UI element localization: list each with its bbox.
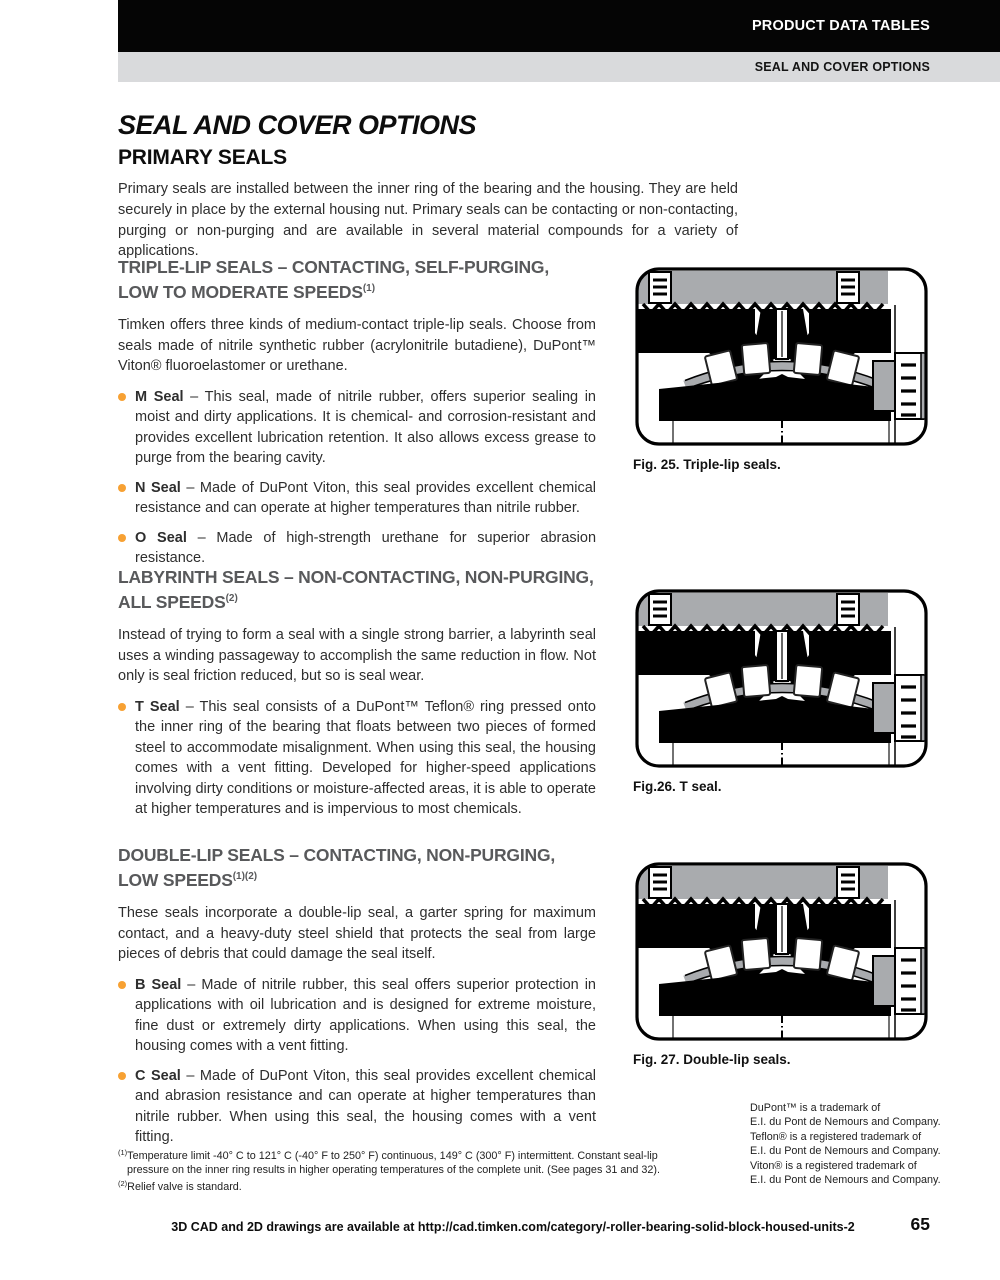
heading-line-2: LOW TO MODERATE SPEEDS [118, 282, 363, 302]
heading-footnote-ref: (2) [225, 593, 238, 604]
seal-description: – Made of DuPont Viton, this seal provides excellent chemical and abrasion resistance and can operate at higher temperatures than nitrile rubber. When using this seal, the housing comes with a vent fitting. [135, 1067, 596, 1145]
page-subtitle: PRIMARY SEALS [118, 146, 287, 169]
seal-term: N Seal [135, 479, 181, 496]
footnote-text: Temperature limit -40° C to 121° C (-40° F to 250° F) continuous, 149° C (300° F) intermittent. Constant seal-lip pressure on the inner ring results in higher operating temperatures of the complete unit. (See pages 31 and 32). [127, 1150, 660, 1177]
footnote-1 [118, 1146, 680, 1177]
section-heading [118, 844, 596, 891]
figure-drawing [633, 265, 930, 448]
bullet-dot-icon [118, 1072, 126, 1080]
seal-term: M Seal [135, 388, 184, 405]
page-number: 65 [910, 1214, 930, 1234]
header-band-title: PRODUCT DATA TABLES [751, 18, 930, 34]
footnote-2 [118, 1177, 680, 1194]
section-body: Timken offers three kinds of medium-contact triple-lip seals. Choose from seals made of nitrile synthetic rubber (acrylonitrile butadiene), DuPont™ Viton® fluoroelastomer or urethane. [118, 317, 596, 374]
bullet-dot-icon [118, 393, 126, 401]
bearing-cross-section-drawing [633, 265, 930, 448]
bullet-dot-icon [118, 534, 126, 542]
section-body: These seals incorporate a double-lip seal, a garter spring for maximum contact, and a heavy-duty steel shield that protects the seal from large pieces of debris that could damage the seal itself. [118, 905, 596, 962]
footnote-text: Relief valve is standard. [127, 1181, 242, 1194]
page-title: SEAL AND COVER OPTIONS [118, 110, 477, 140]
heading-footnote-ref: (1)(2) [232, 871, 258, 882]
seal-description: – Made of DuPont Viton, this seal provides excellent chemical resistance and can operate at higher temperatures than nitrile rubber. [135, 479, 596, 516]
seal-description: – Made of high-strength urethane for superior abrasion resistance. [135, 529, 597, 566]
list-item-o-seal [118, 528, 596, 569]
trademark-line: DuPont™ is a trademark of [750, 1102, 881, 1114]
heading-footnote-ref: (1) [362, 283, 376, 294]
list-item-t-seal [118, 697, 596, 820]
list-item-c-seal [118, 1066, 596, 1148]
footer-cad-note: 3D CAD and 2D drawings are available at http://cad.timken.com/category/-roller-bearing-solid-block-housed-units-2 [171, 1220, 855, 1234]
list-item-n-seal [118, 478, 596, 519]
seal-description: – This seal consists of a DuPont™ Teflon® ring pressed onto the inner ring of the bearing that floats between two pieces of formed steel to accommodate misalignment. When using this seal, the housing comes with a vent fitting. Developed for higher-speed applications involving dirty conditions or moisture-affected areas, it is able to operate at higher temperatures and is impervious to most chemicals. [135, 698, 596, 817]
figure-caption: Fig. 27. Double-lip seals. [633, 1052, 791, 1067]
seal-description: – This seal, made of nitrile rubber, offers superior sealing in moist and dirty applications. It is chemical- and corrosion-resistant and provides excellent lubrication retention. It also allows excess grease to purge from the bearing cavity. [135, 388, 596, 466]
figure-drawing [633, 587, 930, 770]
trademark-line: E.I. du Pont de Nemours and Company. [750, 1145, 941, 1158]
list-item-b-seal [118, 975, 596, 1057]
section-triple-lip-seals [118, 256, 596, 578]
intro-paragraph: Primary seals are installed between the inner ring of the bearing and the housing. They are held securely in place by the external housing nut. Primary seals can be contacting or non-contacting, purging or non-purging and are available in several material compounds for a variety of applications. [118, 181, 738, 260]
figure-27 [633, 860, 930, 1067]
heading-line-1: TRIPLE-LIP SEALS – CONTACTING, SELF-PURGING, [118, 257, 549, 277]
seal-term: C Seal [135, 1067, 181, 1084]
header-band-black [118, 0, 1000, 52]
seal-bullet-list [118, 975, 596, 1148]
section-heading [118, 566, 596, 613]
section-labyrinth-seals [118, 566, 596, 829]
list-item-m-seal [118, 387, 596, 469]
bearing-cross-section-drawing [633, 860, 930, 1043]
section-heading [118, 256, 596, 303]
seal-bullet-list [118, 697, 596, 820]
seal-description: – Made of nitrile rubber, this seal offers superior protection in applications with oil lubrication and is designed for extreme moisture, fine dust or extremely dirty applications. When using this seal, the housing comes with a vent fitting. [135, 976, 596, 1054]
trademark-line: Teflon® is a registered trademark of [750, 1130, 922, 1143]
seal-term: O Seal [135, 529, 187, 546]
footnotes-block [118, 1146, 680, 1195]
bullet-dot-icon [118, 484, 126, 492]
trademark-line: E.I. du Pont de Nemours and Company. [750, 1116, 941, 1129]
trademark-line: E.I. du Pont de Nemours and Company. [750, 1174, 941, 1187]
section-body: Instead of trying to form a seal with a single strong barrier, a labyrinth seal uses a winding passageway to accomplish the same reduction in flow. Not only is seal friction reduced, but so is seal wear. [118, 627, 596, 684]
heading-line-2: ALL SPEEDS [118, 592, 226, 612]
seal-term: T Seal [135, 698, 180, 715]
heading-line-2: LOW SPEEDS [118, 870, 233, 890]
figure-drawing [633, 860, 930, 1043]
figure-25 [633, 265, 930, 472]
seal-bullet-list [118, 387, 596, 569]
trademark-attributions [750, 1101, 980, 1187]
bullet-dot-icon [118, 981, 126, 989]
bullet-dot-icon [118, 703, 126, 711]
trademark-line: Viton® is a registered trademark of [750, 1159, 917, 1172]
footnote-marker: (1) [118, 1148, 128, 1157]
bearing-cross-section-drawing [633, 587, 930, 770]
header-band-subtitle: SEAL AND COVER OPTIONS [754, 60, 930, 74]
figure-26 [633, 587, 930, 794]
footnote-marker: (2) [118, 1179, 128, 1189]
figure-caption: Fig. 25. Triple-lip seals. [633, 457, 781, 472]
figure-caption: Fig.26. T seal. [633, 779, 722, 794]
seal-term: B Seal [135, 976, 182, 993]
section-double-lip-seals [118, 844, 596, 1157]
header-band-gray [118, 52, 1000, 82]
heading-line-1: DOUBLE-LIP SEALS – CONTACTING, NON-PURGING, [118, 845, 556, 865]
heading-line-1: LABYRINTH SEALS – NON-CONTACTING, NON-PURGING, [118, 567, 594, 587]
